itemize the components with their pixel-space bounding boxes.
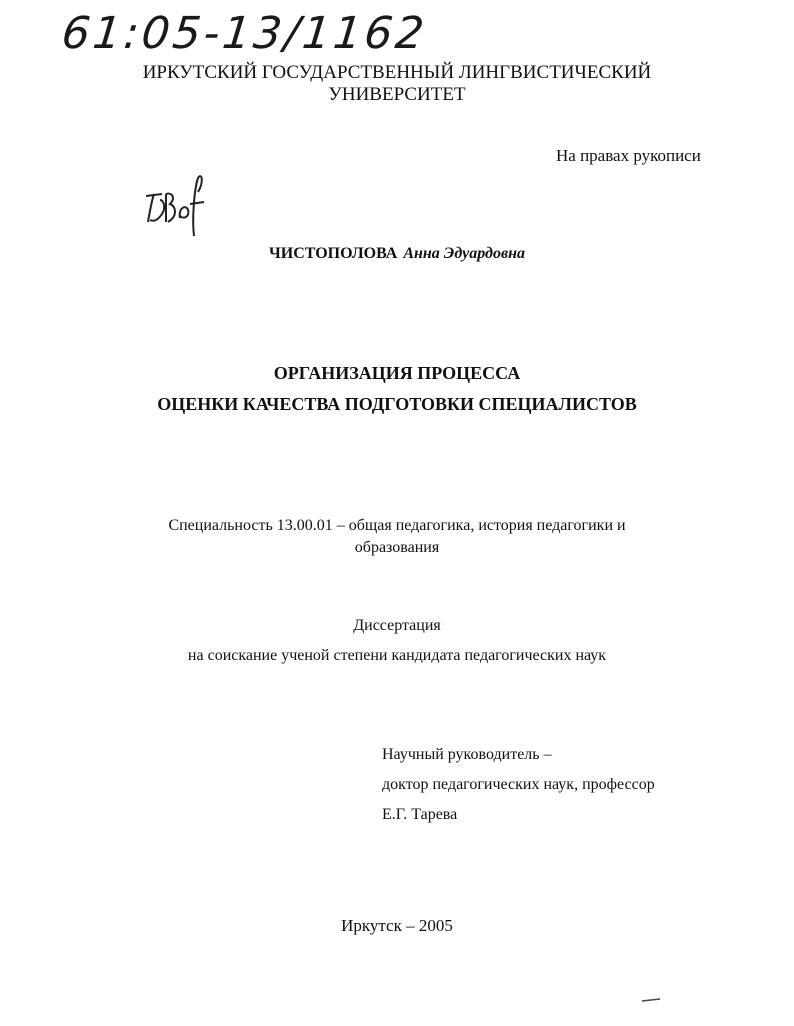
dissertation-title-line2: ОЦЕНКИ КАЧЕСТВА ПОДГОТОВКИ СПЕЦИАЛИСТОВ bbox=[157, 394, 637, 414]
dissertation-title-line1: ОРГАНИЗАЦИЯ ПРОЦЕССА bbox=[273, 363, 521, 383]
advisor-degree: доктор педагогических наук, профессор bbox=[382, 776, 655, 793]
author-name bbox=[0, 245, 794, 263]
advisor-name: Е.Г. Тарева bbox=[382, 806, 458, 823]
scan-artifact-mark bbox=[640, 995, 664, 1005]
city-year: Иркутск – 2005 bbox=[341, 916, 453, 935]
degree-description: на соискание ученой степени кандидата педагогических наук bbox=[187, 647, 607, 664]
rights-note: На правах рукописи bbox=[556, 146, 701, 165]
advisor-label: Научный руководитель – bbox=[382, 746, 552, 763]
handwritten-stamp-mark bbox=[140, 170, 212, 242]
specialty-line1: Специальность 13.00.01 – общая педагогика, история педагогики и bbox=[168, 517, 626, 534]
dissertation-label: Диссертация bbox=[353, 617, 441, 634]
handwritten-registry-number: 61:05-13/1162 bbox=[59, 8, 430, 59]
university-name-line2: УНИВЕРСИТЕТ bbox=[328, 84, 466, 105]
university-name-line1: ИРКУТСКИЙ ГОСУДАРСТВЕННЫЙ ЛИНГВИСТИЧЕСКИЙ bbox=[142, 62, 652, 83]
specialty-line2: образования bbox=[354, 539, 440, 556]
author-given-names: Анна Эдуардовна bbox=[403, 245, 525, 262]
author-surname: ЧИСТОПОЛОВА bbox=[269, 245, 398, 262]
